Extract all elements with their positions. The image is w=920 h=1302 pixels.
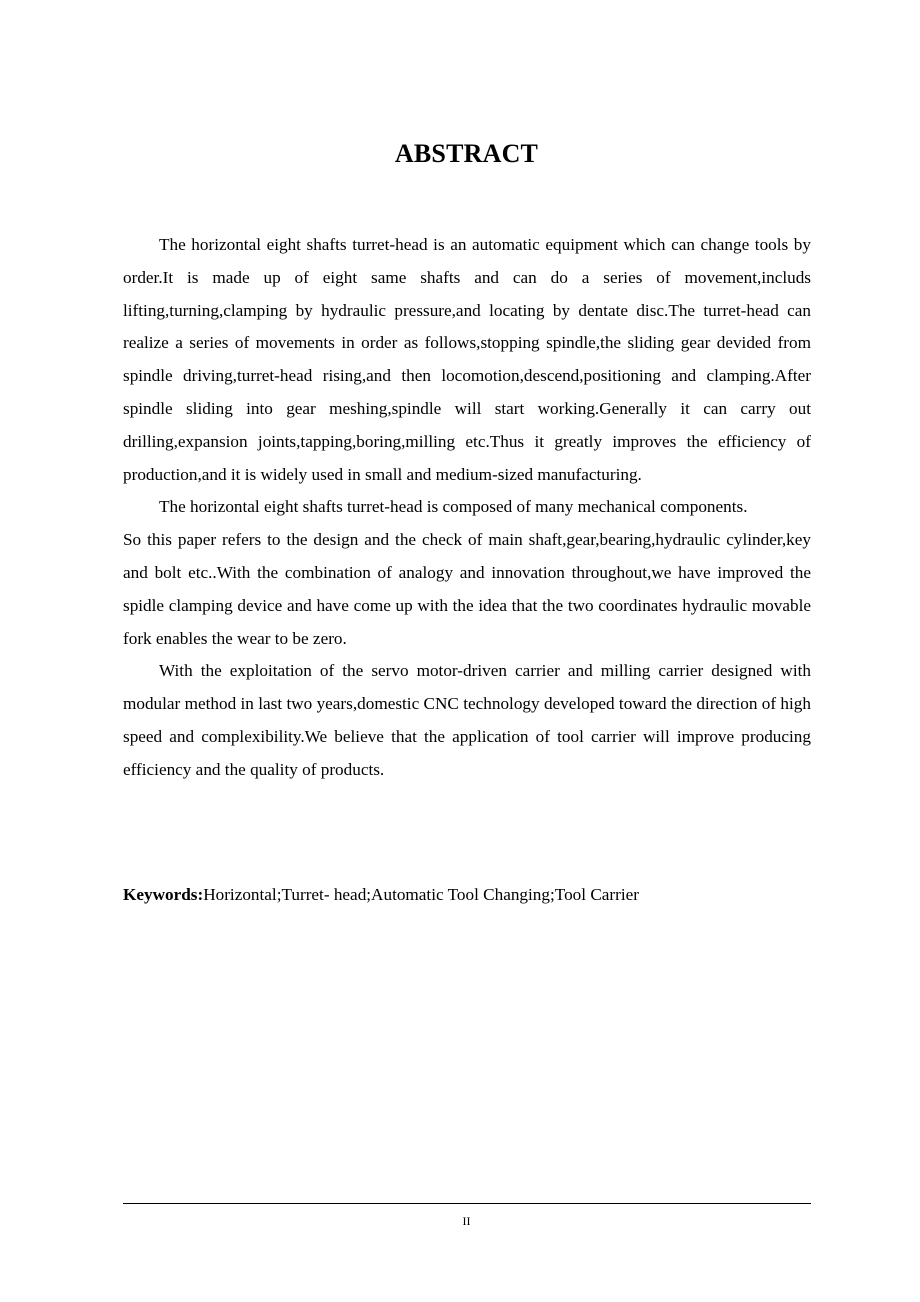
footer-divider bbox=[123, 1203, 811, 1204]
abstract-title: ABSTRACT bbox=[394, 139, 539, 168]
page-number: II bbox=[462, 1214, 471, 1228]
abstract-paragraph-2: The horizontal eight shafts turret-head is composed of many mechanical components. bbox=[159, 497, 748, 517]
keywords-line bbox=[123, 881, 823, 909]
abstract-paragraph-1: The horizontal eight shafts turret-head is an automatic equipment which can change tools by order.It is made up of eight same shafts and can do a series of movement,includs lifting,turning,clamping by hydraulic pressure,and locating by dentate disc.The turret-head can realize a series of movements in order as follows,stopping spindle,the sliding gear devided from spindle driving,turret-head rising,and then locomotion,descend,positioning and clamping.After spindle sliding into gear meshing,spindle will start working.Generally it can carry out drilling,expansion joints,tapping,boring,milling etc.Thus it greatly improves the efficiency of production,and it is widely used in small and medium-sized manufacturing. bbox=[123, 235, 811, 484]
abstract-paragraph-3: So this paper refers to the design and the check of main shaft,gear,bearing,hydraulic cylinder,key and bolt etc..With the combination of analogy and innovation throughout,we have improved the spidle clamping device and have come up with the idea that the two coordinates hydraulic movable fork enables the wear to be zero. bbox=[123, 530, 811, 648]
keywords-label: Keywords: bbox=[123, 885, 204, 904]
keywords-value: Horizontal;Turret- head;Automatic Tool Changing;Tool Carrier bbox=[203, 885, 639, 904]
abstract-body bbox=[123, 229, 811, 787]
abstract-paragraph-4: With the exploitation of the servo motor-driven carrier and milling carrier designed with modular method in last two years,domestic CNC technology developed toward the direction of high speed and complexibility.We believe that the application of tool carrier will improve producing efficiency and the quality of products. bbox=[123, 661, 811, 779]
